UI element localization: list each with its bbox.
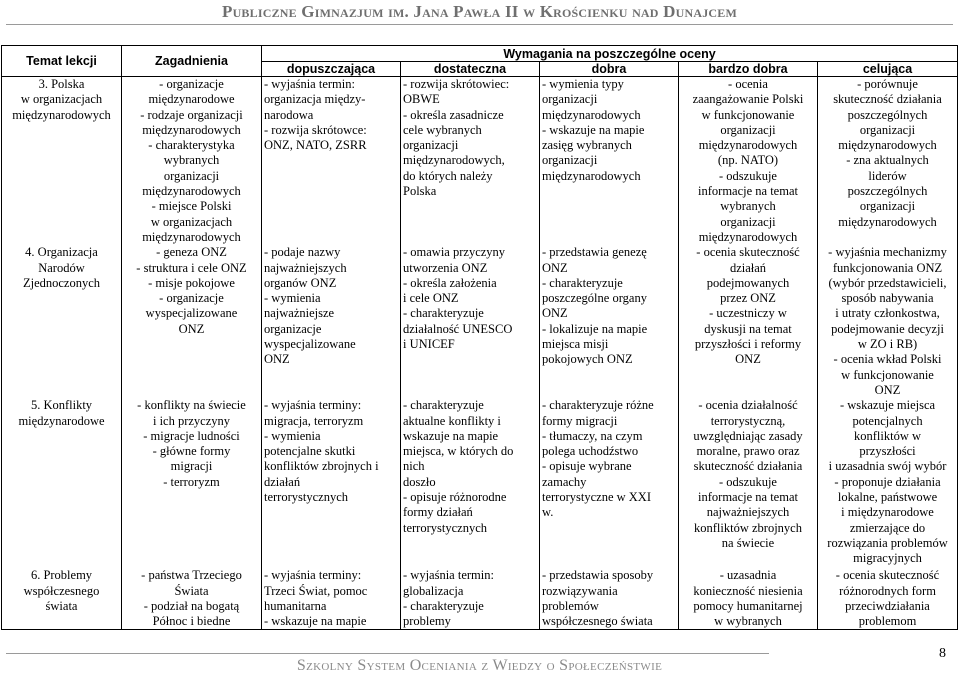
cell-line: - państwa Trzeciego bbox=[141, 568, 242, 583]
cell-line: wskazuje na mapie bbox=[403, 428, 499, 443]
cell-line: terrorystycznych bbox=[403, 520, 487, 535]
cell-line: - podział na bogatą bbox=[143, 598, 240, 613]
cell-line: - ocenia skuteczność bbox=[835, 568, 940, 583]
cell-line: - wymienia bbox=[264, 428, 321, 443]
cell-line: - uzasadnia bbox=[719, 568, 777, 583]
cell-line: pomocy humanitarnej bbox=[693, 598, 803, 613]
cell-line: ONZ bbox=[178, 321, 205, 336]
cell-line: dyskusji na temat bbox=[704, 321, 792, 336]
cell-line: ONZ, NATO, ZSRR bbox=[264, 138, 367, 153]
cell-line: w funkcjonowanie bbox=[701, 107, 795, 122]
cell-line: formy działań bbox=[403, 505, 473, 520]
cell-line: ONZ bbox=[874, 382, 901, 397]
requirements-table bbox=[1, 45, 958, 630]
cell-line: - ocenia bbox=[728, 77, 768, 91]
cell-line: - charakteryzuje bbox=[403, 306, 484, 321]
level-dobra-cell bbox=[540, 77, 679, 246]
cell-line: międzynarodowych bbox=[142, 184, 241, 199]
cell-line: potencjalnych bbox=[852, 413, 923, 428]
cell-line: przyszłości i reformy bbox=[694, 337, 802, 352]
cell-line: - porównuje bbox=[857, 77, 918, 91]
cell-line: - geneza ONZ bbox=[156, 245, 227, 260]
cell-line: skuteczność działania bbox=[693, 459, 803, 474]
cell-line: i UNICEF bbox=[403, 337, 455, 352]
cell-line: - konflikty na świecie bbox=[137, 398, 246, 413]
cell-line: zaangażowanie Polski bbox=[692, 92, 804, 107]
cell-line: polega uchodźstwo bbox=[542, 444, 639, 459]
cell-line: - rodzaje organizacji bbox=[140, 107, 243, 122]
cell-line: uwzględniając zasady bbox=[693, 428, 803, 443]
cell-line: liderów bbox=[868, 168, 907, 183]
cell-line: działań bbox=[729, 260, 767, 275]
cell-line: - wskazuje na mapie bbox=[542, 122, 645, 137]
school-name-header: Publiczne Gimnazjum im. Jana Pawła II w Krościenku nad Dunajcem bbox=[221, 2, 737, 21]
cell-line: - rozwija skrótowce: bbox=[264, 122, 367, 137]
table-body bbox=[2, 77, 958, 630]
cell-line: poszczególne organy bbox=[542, 291, 647, 306]
cell-line: - podaje nazwy bbox=[264, 245, 341, 260]
cell-line: problemów bbox=[542, 598, 599, 613]
cell-line: aktualne konflikty i bbox=[403, 413, 501, 428]
header-level-bardzo-dobra: bardzo dobra bbox=[679, 62, 818, 77]
cell-line: ONZ bbox=[735, 352, 761, 367]
cell-line: Północ i biedne bbox=[152, 614, 231, 629]
level-bardzo-dobra-cell bbox=[679, 568, 818, 630]
cell-line: miejsca misji bbox=[542, 337, 609, 352]
cell-line: międzynarodowe bbox=[18, 413, 105, 428]
header-level-dobra: dobra bbox=[540, 62, 679, 77]
cell-line: - główne formy bbox=[152, 444, 231, 459]
cell-line: - proponuje działania bbox=[834, 474, 941, 489]
cell-line: - misje pokojowe bbox=[148, 275, 235, 290]
cell-line: - wskazuje miejsca bbox=[839, 398, 936, 413]
level-dostateczna-cell bbox=[401, 245, 540, 398]
cell-line: poszczególnych bbox=[847, 184, 928, 199]
footer-title: Szkolny System Oceniania z Wiedzy o Społeczeństwie bbox=[296, 657, 663, 674]
cell-line: podejmowanie decyzji bbox=[831, 321, 944, 336]
cell-line: - odszukuje bbox=[719, 474, 777, 489]
cell-line: - organizacje bbox=[159, 77, 224, 91]
cell-line: funkcjonowania ONZ bbox=[832, 260, 943, 275]
table-row bbox=[2, 398, 958, 568]
level-dostateczna-cell bbox=[401, 398, 540, 568]
cell-line: międzynarodowych bbox=[542, 107, 641, 122]
cell-line: lokalne, państwowe bbox=[837, 490, 938, 505]
cell-line: narodowa bbox=[264, 107, 314, 122]
header-rule bbox=[6, 24, 953, 25]
cell-line: informacje na temat bbox=[698, 490, 798, 505]
cell-line: utworzenia ONZ bbox=[403, 260, 488, 275]
topic-cell bbox=[2, 245, 122, 398]
cell-line: - charakteryzuje bbox=[542, 275, 623, 290]
cell-line: konfliktów zbrojnych i bbox=[264, 459, 379, 474]
cell-line: - wyjaśnia termin: bbox=[264, 77, 355, 91]
cell-line: organizacji bbox=[542, 153, 598, 168]
topic-cell bbox=[2, 398, 122, 568]
cell-line: w wybranych bbox=[714, 614, 782, 629]
cell-line: - lokalizuje na mapie bbox=[542, 321, 648, 336]
cell-line: skuteczność działania bbox=[833, 92, 942, 107]
cell-line: najważniejszych bbox=[706, 505, 790, 520]
cell-line: międzynarodowych bbox=[12, 107, 111, 122]
table-row bbox=[2, 245, 958, 398]
cell-line: zmierzające do bbox=[849, 520, 926, 535]
level-dopuszczajaca-cell bbox=[262, 245, 401, 398]
page-header bbox=[0, 0, 959, 30]
cell-line: cele wybranych bbox=[403, 122, 482, 137]
cell-line: poszczególnych bbox=[847, 107, 928, 122]
cell-line: międzynarodowe bbox=[148, 92, 235, 107]
table-row bbox=[2, 568, 958, 630]
cell-line: międzynarodowych bbox=[838, 138, 937, 153]
cell-line: międzynarodowych bbox=[542, 168, 641, 183]
cell-line: przyszłości bbox=[859, 444, 916, 459]
cell-line: zamachy bbox=[542, 474, 587, 489]
cell-line: rozwiązywania bbox=[542, 583, 618, 598]
cell-line: w. bbox=[542, 505, 554, 520]
cell-line: wybranych bbox=[720, 199, 776, 214]
issues-cell bbox=[122, 568, 262, 630]
cell-line: informacje na temat bbox=[698, 184, 798, 199]
cell-line: - ocenia wkład Polski bbox=[833, 352, 942, 367]
cell-line: - wymienia bbox=[264, 291, 321, 306]
cell-line: - wskazuje na mapie bbox=[264, 614, 367, 629]
header-issues: Zagadnienia bbox=[122, 46, 262, 77]
cell-line: międzynarodowych bbox=[142, 229, 241, 244]
cell-line: współczesnego świata bbox=[542, 614, 653, 629]
cell-line: działań bbox=[264, 474, 301, 489]
cell-line: (wybór przedstawicieli, bbox=[828, 275, 947, 290]
cell-line: świata bbox=[45, 598, 78, 613]
cell-line: - określa zasadnicze bbox=[403, 107, 504, 122]
cell-line: różnorodnych form bbox=[839, 583, 936, 598]
cell-line: - charakteryzuje bbox=[403, 598, 484, 613]
cell-line: organizacje bbox=[264, 321, 322, 336]
cell-line: - organizacje bbox=[159, 291, 224, 306]
cell-line: - opisuje różnorodne bbox=[403, 490, 507, 505]
cell-line: - wymienia typy bbox=[542, 77, 624, 91]
cell-line: w funkcjonowanie bbox=[841, 367, 934, 382]
header-level-dopuszczajaca: dopuszczająca bbox=[262, 62, 401, 77]
cell-line: formy migracji bbox=[542, 413, 618, 428]
cell-line: problemom bbox=[858, 614, 917, 629]
cell-line: na świecie bbox=[721, 535, 775, 550]
cell-line: podejmowanych bbox=[706, 275, 790, 290]
issues-cell bbox=[122, 77, 262, 246]
cell-line: moralne, prawo oraz bbox=[696, 444, 800, 459]
cell-line: organizacja między- bbox=[264, 92, 366, 107]
cell-line: - charakteryzuje różne bbox=[542, 398, 654, 413]
cell-line: - struktura i cele ONZ bbox=[136, 260, 247, 275]
cell-line: - rozwija skrótowiec: bbox=[403, 77, 510, 91]
cell-line: 6. Problemy bbox=[30, 568, 93, 583]
cell-line: rozwiązania problemów bbox=[827, 535, 948, 550]
cell-line: organizacji bbox=[720, 214, 776, 229]
cell-line: - przedstawia sposoby bbox=[542, 568, 654, 583]
topic-cell bbox=[2, 568, 122, 630]
cell-line: konfliktów zbrojnych bbox=[694, 520, 802, 535]
cell-line: - ocenia skuteczność bbox=[696, 245, 800, 260]
cell-line: Trzeci Świat, pomoc bbox=[264, 583, 368, 598]
page-footer bbox=[0, 645, 959, 679]
cell-line: konfliktów w bbox=[854, 428, 922, 443]
cell-line: organizacji bbox=[403, 138, 459, 153]
cell-line: organizacji bbox=[859, 199, 916, 214]
level-dopuszczajaca-cell bbox=[262, 568, 401, 630]
cell-line: i uzasadnia swój wybór bbox=[828, 459, 947, 474]
cell-line: wybranych bbox=[163, 153, 220, 168]
cell-line: OBWE bbox=[403, 92, 440, 107]
level-celujaca-cell bbox=[818, 398, 958, 568]
level-bardzo-dobra-cell bbox=[679, 398, 818, 568]
header-topic: Temat lekcji bbox=[2, 46, 122, 77]
cell-line: najważniejszych bbox=[264, 260, 347, 275]
cell-line: organów ONZ bbox=[264, 275, 337, 290]
cell-line: migracji bbox=[170, 459, 213, 474]
cell-line: ONZ bbox=[264, 352, 290, 367]
cell-line: - charakteryzuje bbox=[403, 398, 484, 413]
cell-line: międzynarodowych bbox=[838, 214, 937, 229]
cell-line: - ocenia działalność bbox=[698, 398, 798, 413]
cell-line: - wyjaśnia mechanizmy bbox=[828, 245, 947, 260]
cell-line: zasięg wybranych bbox=[542, 138, 632, 153]
cell-line: nich bbox=[403, 459, 425, 474]
header-requirements: Wymagania na poszczególne oceny bbox=[262, 46, 958, 62]
level-dostateczna-cell bbox=[401, 568, 540, 630]
cell-line: i ich przyczyny bbox=[152, 413, 231, 428]
cell-line: terrorystycznych bbox=[264, 490, 348, 505]
cell-line: i cele ONZ bbox=[403, 291, 459, 306]
cell-line: w ZO i RB) bbox=[857, 337, 918, 352]
cell-line: międzynarodowych bbox=[698, 229, 798, 244]
cell-line: - wyjaśnia termin: bbox=[403, 568, 494, 583]
level-dobra-cell bbox=[540, 568, 679, 630]
cell-line: - terroryzm bbox=[163, 474, 220, 489]
cell-line: 4. Organizacja bbox=[25, 245, 98, 260]
cell-line: terrorystyczne w XXI bbox=[542, 490, 651, 505]
cell-line: przeciwdziałania bbox=[845, 598, 930, 613]
cell-line: problemy bbox=[403, 614, 451, 629]
cell-line: współczesnego bbox=[23, 583, 100, 598]
cell-line: 5. Konflikty bbox=[30, 398, 93, 413]
cell-line: międzynarodowych bbox=[142, 122, 241, 137]
cell-line: do których należy bbox=[403, 168, 493, 183]
cell-line: - charakterystyka bbox=[148, 138, 235, 153]
cell-line: - wyjaśnia terminy: bbox=[264, 568, 362, 583]
level-dobra-cell bbox=[540, 398, 679, 568]
level-celujaca-cell bbox=[818, 77, 958, 246]
cell-line: w organizacjach bbox=[20, 92, 103, 107]
level-dopuszczajaca-cell bbox=[262, 398, 401, 568]
cell-line: organizacji bbox=[163, 168, 220, 183]
cell-line: doszło bbox=[403, 474, 436, 489]
cell-line: - tłumaczy, na czym bbox=[542, 428, 643, 443]
cell-line: działalność UNESCO bbox=[403, 321, 513, 336]
cell-line: organizacji bbox=[542, 92, 598, 107]
cell-line: potencjalne skutki bbox=[264, 444, 356, 459]
header-level-celujaca: celująca bbox=[818, 62, 958, 77]
footer-rule bbox=[6, 653, 769, 654]
cell-line: ONZ bbox=[542, 306, 568, 321]
level-dopuszczajaca-cell bbox=[262, 77, 401, 246]
cell-line: i międzynarodowe bbox=[841, 505, 934, 520]
level-bardzo-dobra-cell bbox=[679, 77, 818, 246]
cell-line: - migracje ludności bbox=[143, 428, 240, 443]
cell-line: organizacji bbox=[720, 122, 776, 137]
cell-line: przez ONZ bbox=[720, 291, 776, 306]
cell-line: Narodów bbox=[38, 260, 85, 275]
cell-line: pokojowych ONZ bbox=[542, 352, 633, 367]
cell-line: konieczność niesienia bbox=[693, 583, 803, 598]
table-row bbox=[2, 77, 958, 246]
level-celujaca-cell bbox=[818, 568, 958, 630]
cell-line: 3. Polska bbox=[38, 77, 85, 91]
cell-line: - omawia przyczyny bbox=[403, 245, 506, 260]
page-number: 8 bbox=[939, 646, 946, 661]
cell-line: międzynarodowych bbox=[698, 138, 798, 153]
cell-line: - odszukuje bbox=[719, 168, 777, 183]
cell-line: miejsca, w których do bbox=[403, 444, 514, 459]
topic-cell bbox=[2, 77, 122, 246]
cell-line: międzynarodowych, bbox=[403, 153, 505, 168]
cell-line: - określa założenia bbox=[403, 275, 497, 290]
cell-line: Polska bbox=[403, 184, 437, 199]
cell-line: (np. NATO) bbox=[717, 153, 779, 168]
cell-line: sposób nabywania bbox=[841, 291, 934, 306]
cell-line: migracyjnych bbox=[853, 551, 922, 566]
cell-line: globalizacja bbox=[403, 583, 464, 598]
issues-cell bbox=[122, 245, 262, 398]
cell-line: i utraty członkostwa, bbox=[835, 306, 940, 321]
header-level-dostateczna: dostateczna bbox=[401, 62, 540, 77]
level-dostateczna-cell bbox=[401, 77, 540, 246]
cell-line: humanitarna bbox=[264, 598, 327, 613]
cell-line: - zna aktualnych bbox=[846, 153, 929, 168]
level-dobra-cell bbox=[540, 245, 679, 398]
cell-line: najważniejsze bbox=[264, 306, 335, 321]
level-bardzo-dobra-cell bbox=[679, 245, 818, 398]
cell-line: wyspecjalizowane bbox=[264, 337, 356, 352]
cell-line: Zjednoczonych bbox=[22, 275, 101, 290]
cell-line: ONZ bbox=[542, 260, 568, 275]
cell-line: terrorystyczną, bbox=[710, 413, 786, 428]
cell-line: - miejsce Polski bbox=[151, 199, 232, 214]
cell-line: - wyjaśnia terminy: bbox=[264, 398, 362, 413]
cell-line: - uczestniczy w bbox=[709, 306, 787, 321]
cell-line: Świata bbox=[174, 583, 209, 598]
issues-cell bbox=[122, 398, 262, 568]
cell-line: migracja, terroryzm bbox=[264, 413, 364, 428]
cell-line: wyspecjalizowane bbox=[145, 306, 238, 321]
cell-line: organizacji bbox=[859, 122, 916, 137]
cell-line: - przedstawia genezę bbox=[542, 245, 647, 260]
cell-line: - opisuje wybrane bbox=[542, 459, 632, 474]
cell-line: w organizacjach bbox=[150, 214, 233, 229]
level-celujaca-cell bbox=[818, 245, 958, 398]
